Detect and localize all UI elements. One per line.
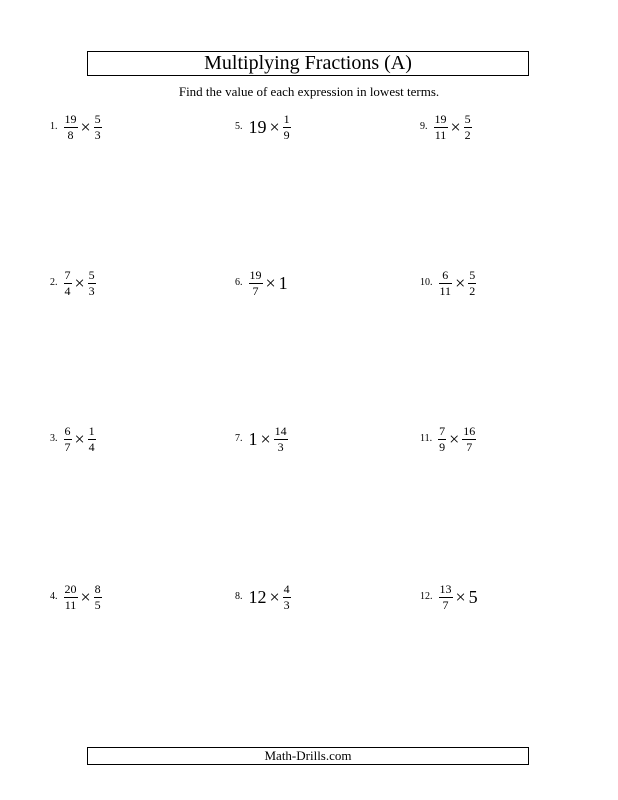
problem-number: 6. (235, 277, 243, 288)
multiply-sign: × (269, 587, 280, 607)
numerator: 5 (94, 111, 101, 126)
denominator: 5 (94, 597, 101, 612)
multiply-sign: × (80, 587, 91, 607)
denominator: 9 (439, 439, 446, 454)
problem-item (50, 266, 96, 300)
problem-item (235, 580, 291, 614)
denominator: 7 (64, 439, 71, 454)
denominator: 11 (439, 283, 452, 298)
problem-number: 9. (420, 121, 428, 132)
fraction (464, 113, 472, 142)
numerator: 7 (64, 267, 71, 282)
fraction (283, 583, 291, 612)
denominator: 3 (94, 127, 101, 142)
problem-number: 7. (235, 433, 243, 444)
numerator: 14 (274, 423, 287, 438)
fraction (439, 269, 453, 298)
denominator: 7 (442, 597, 449, 612)
multiply-sign: × (80, 117, 91, 137)
problem-item (50, 422, 96, 456)
problem-number: 3. (50, 433, 58, 444)
problem-number: 4. (50, 591, 58, 602)
whole-number: 1 (248, 429, 258, 449)
footer-credit: Math-Drills.com (87, 747, 529, 765)
fraction (274, 425, 288, 454)
multiply-sign: × (260, 429, 271, 449)
denominator: 2 (469, 283, 476, 298)
denominator: 8 (67, 127, 74, 142)
fraction (64, 269, 72, 298)
fraction (438, 425, 446, 454)
denominator: 7 (252, 283, 259, 298)
numerator: 8 (94, 581, 101, 596)
denominator: 11 (64, 597, 77, 612)
numerator: 19 (249, 267, 262, 282)
fraction (64, 113, 78, 142)
problem-item (420, 266, 476, 300)
fraction (64, 425, 72, 454)
fraction (468, 269, 476, 298)
fraction (249, 269, 263, 298)
numerator: 1 (88, 423, 95, 438)
problem-item (420, 110, 472, 144)
numerator: 20 (64, 581, 77, 596)
denominator: 9 (283, 127, 290, 142)
multiply-sign: × (450, 117, 461, 137)
numerator: 19 (434, 111, 447, 126)
numerator: 16 (463, 423, 476, 438)
multiply-sign: × (265, 273, 276, 293)
numerator: 5 (88, 267, 95, 282)
numerator: 5 (464, 111, 471, 126)
problem-item (50, 580, 102, 614)
numerator: 4 (283, 581, 290, 596)
problem-number: 2. (50, 277, 58, 288)
denominator: 11 (434, 127, 447, 142)
multiply-sign: × (269, 117, 280, 137)
fraction (283, 113, 291, 142)
multiply-sign: × (455, 273, 466, 293)
problem-number: 12. (420, 591, 433, 602)
denominator: 3 (283, 597, 290, 612)
denominator: 7 (466, 439, 473, 454)
fraction (434, 113, 448, 142)
numerator: 19 (64, 111, 77, 126)
fraction (88, 425, 96, 454)
problem-item (235, 266, 288, 300)
problem-number: 11. (420, 433, 433, 444)
problem-item (235, 422, 288, 456)
denominator: 2 (464, 127, 471, 142)
problem-item (420, 422, 476, 456)
multiply-sign: × (74, 429, 85, 449)
fraction (94, 113, 102, 142)
problem-item (235, 110, 291, 144)
denominator: 3 (277, 439, 284, 454)
problem-number: 1. (50, 121, 58, 132)
problem-number: 8. (235, 591, 243, 602)
multiply-sign: × (455, 587, 466, 607)
numerator: 5 (469, 267, 476, 282)
denominator: 4 (64, 283, 71, 298)
numerator: 6 (442, 267, 449, 282)
numerator: 13 (439, 581, 452, 596)
denominator: 3 (88, 283, 95, 298)
numerator: 1 (283, 111, 290, 126)
worksheet-title: Multiplying Fractions (A) (87, 51, 529, 76)
whole-number: 12 (248, 587, 267, 607)
numerator: 7 (439, 423, 446, 438)
problem-item (420, 580, 478, 614)
numerator: 6 (64, 423, 71, 438)
multiply-sign: × (74, 273, 85, 293)
whole-number: 5 (468, 587, 478, 607)
denominator: 4 (88, 439, 95, 454)
multiply-sign: × (449, 429, 460, 449)
problem-number: 10. (420, 277, 433, 288)
fraction (462, 425, 476, 454)
fraction (94, 583, 102, 612)
fraction (439, 583, 453, 612)
whole-number: 1 (278, 273, 288, 293)
problem-item (50, 110, 102, 144)
problem-number: 5. (235, 121, 243, 132)
fraction (64, 583, 78, 612)
whole-number: 19 (248, 117, 267, 137)
fraction (88, 269, 96, 298)
instructions: Find the value of each expression in lowest terms. (178, 84, 440, 99)
